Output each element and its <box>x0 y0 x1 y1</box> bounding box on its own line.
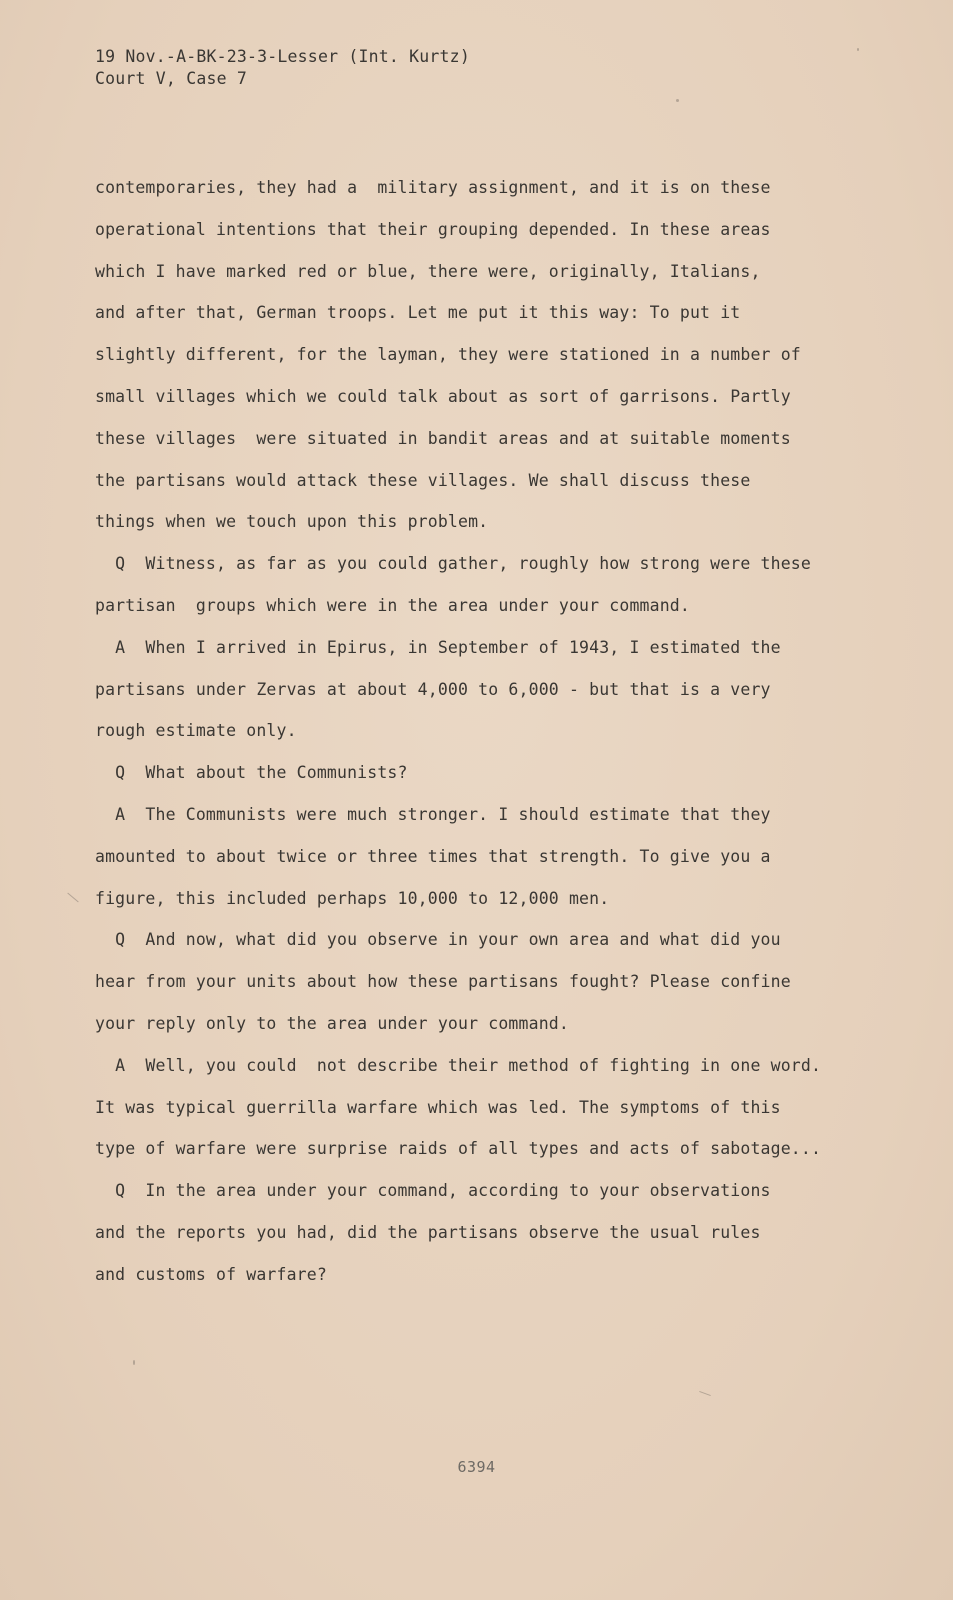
transcript-line: amounted to about twice or three times that strength. To give you a <box>95 846 771 866</box>
transcript-line: operational intentions that their grouping depended. In these areas <box>95 219 771 239</box>
transcript-line: and the reports you had, did the partisans observe the usual rules <box>95 1222 761 1242</box>
transcript-line: your reply only to the area under your command. <box>95 1013 569 1033</box>
transcript-line: hear from your units about how these partisans fought? Please confine <box>95 972 791 992</box>
transcript-line: and after that, German troops. Let me put it this way: To put it <box>95 303 741 323</box>
question-line: Q And now, what did you observe in your own area and what did you <box>95 930 781 950</box>
paper-speck <box>676 99 679 102</box>
transcript-line: these villages were situated in bandit areas and at suitable moments <box>95 428 791 448</box>
question-line: Q Witness, as far as you could gather, roughly how strong were these <box>95 554 811 574</box>
transcript-line: It was typical guerrilla warfare which was led. The symptoms of this <box>95 1097 781 1117</box>
answer-line: A When I arrived in Epirus, in September of 1943, I estimated the <box>95 637 781 657</box>
answer-line: A Well, you could not describe their method of fighting in one word. <box>95 1055 822 1075</box>
transcript-line: type of warfare were surprise raids of all types and acts of sabotage... <box>95 1139 822 1159</box>
transcript-line: figure, this included perhaps 10,000 to 12,000 men. <box>95 888 610 908</box>
transcript-line: rough estimate only. <box>95 721 297 741</box>
header-case-reference: 19 Nov.-A-BK-23-3-Lesser (Int. Kurtz) <box>95 47 470 66</box>
transcript-line: the partisans would attack these villages. We shall discuss these <box>95 470 751 490</box>
paper-speck <box>857 48 859 51</box>
transcript-line: contemporaries, they had a military assignment, and it is on these <box>95 178 771 197</box>
question-line: Q What about the Communists? <box>95 763 408 783</box>
header-court-case: Court V, Case 7 <box>95 69 248 88</box>
page-number: 6394 <box>457 1458 496 1476</box>
document-header <box>95 46 470 90</box>
transcript-line: partisans under Zervas at about 4,000 to 6,000 - but that is a very <box>95 679 771 699</box>
transcript-line: and customs of warfare? <box>95 1264 327 1284</box>
transcript-body <box>95 167 855 1296</box>
transcript-line: small villages which we could talk about as sort of garrisons. Partly <box>95 386 791 406</box>
transcript-line: which I have marked red or blue, there were, originally, Italians, <box>95 261 761 281</box>
transcript-line: slightly different, for the layman, they were stationed in a number of <box>95 345 801 365</box>
answer-line: A The Communists were much stronger. I should estimate that they <box>95 804 771 824</box>
question-line: Q In the area under your command, according to your observations <box>95 1181 771 1201</box>
transcript-line: things when we touch upon this problem. <box>95 512 489 532</box>
transcript-line: partisan groups which were in the area under your command. <box>95 595 690 615</box>
paper-speck <box>699 1391 711 1396</box>
paper-speck <box>133 1360 135 1365</box>
paper-speck <box>67 893 78 903</box>
